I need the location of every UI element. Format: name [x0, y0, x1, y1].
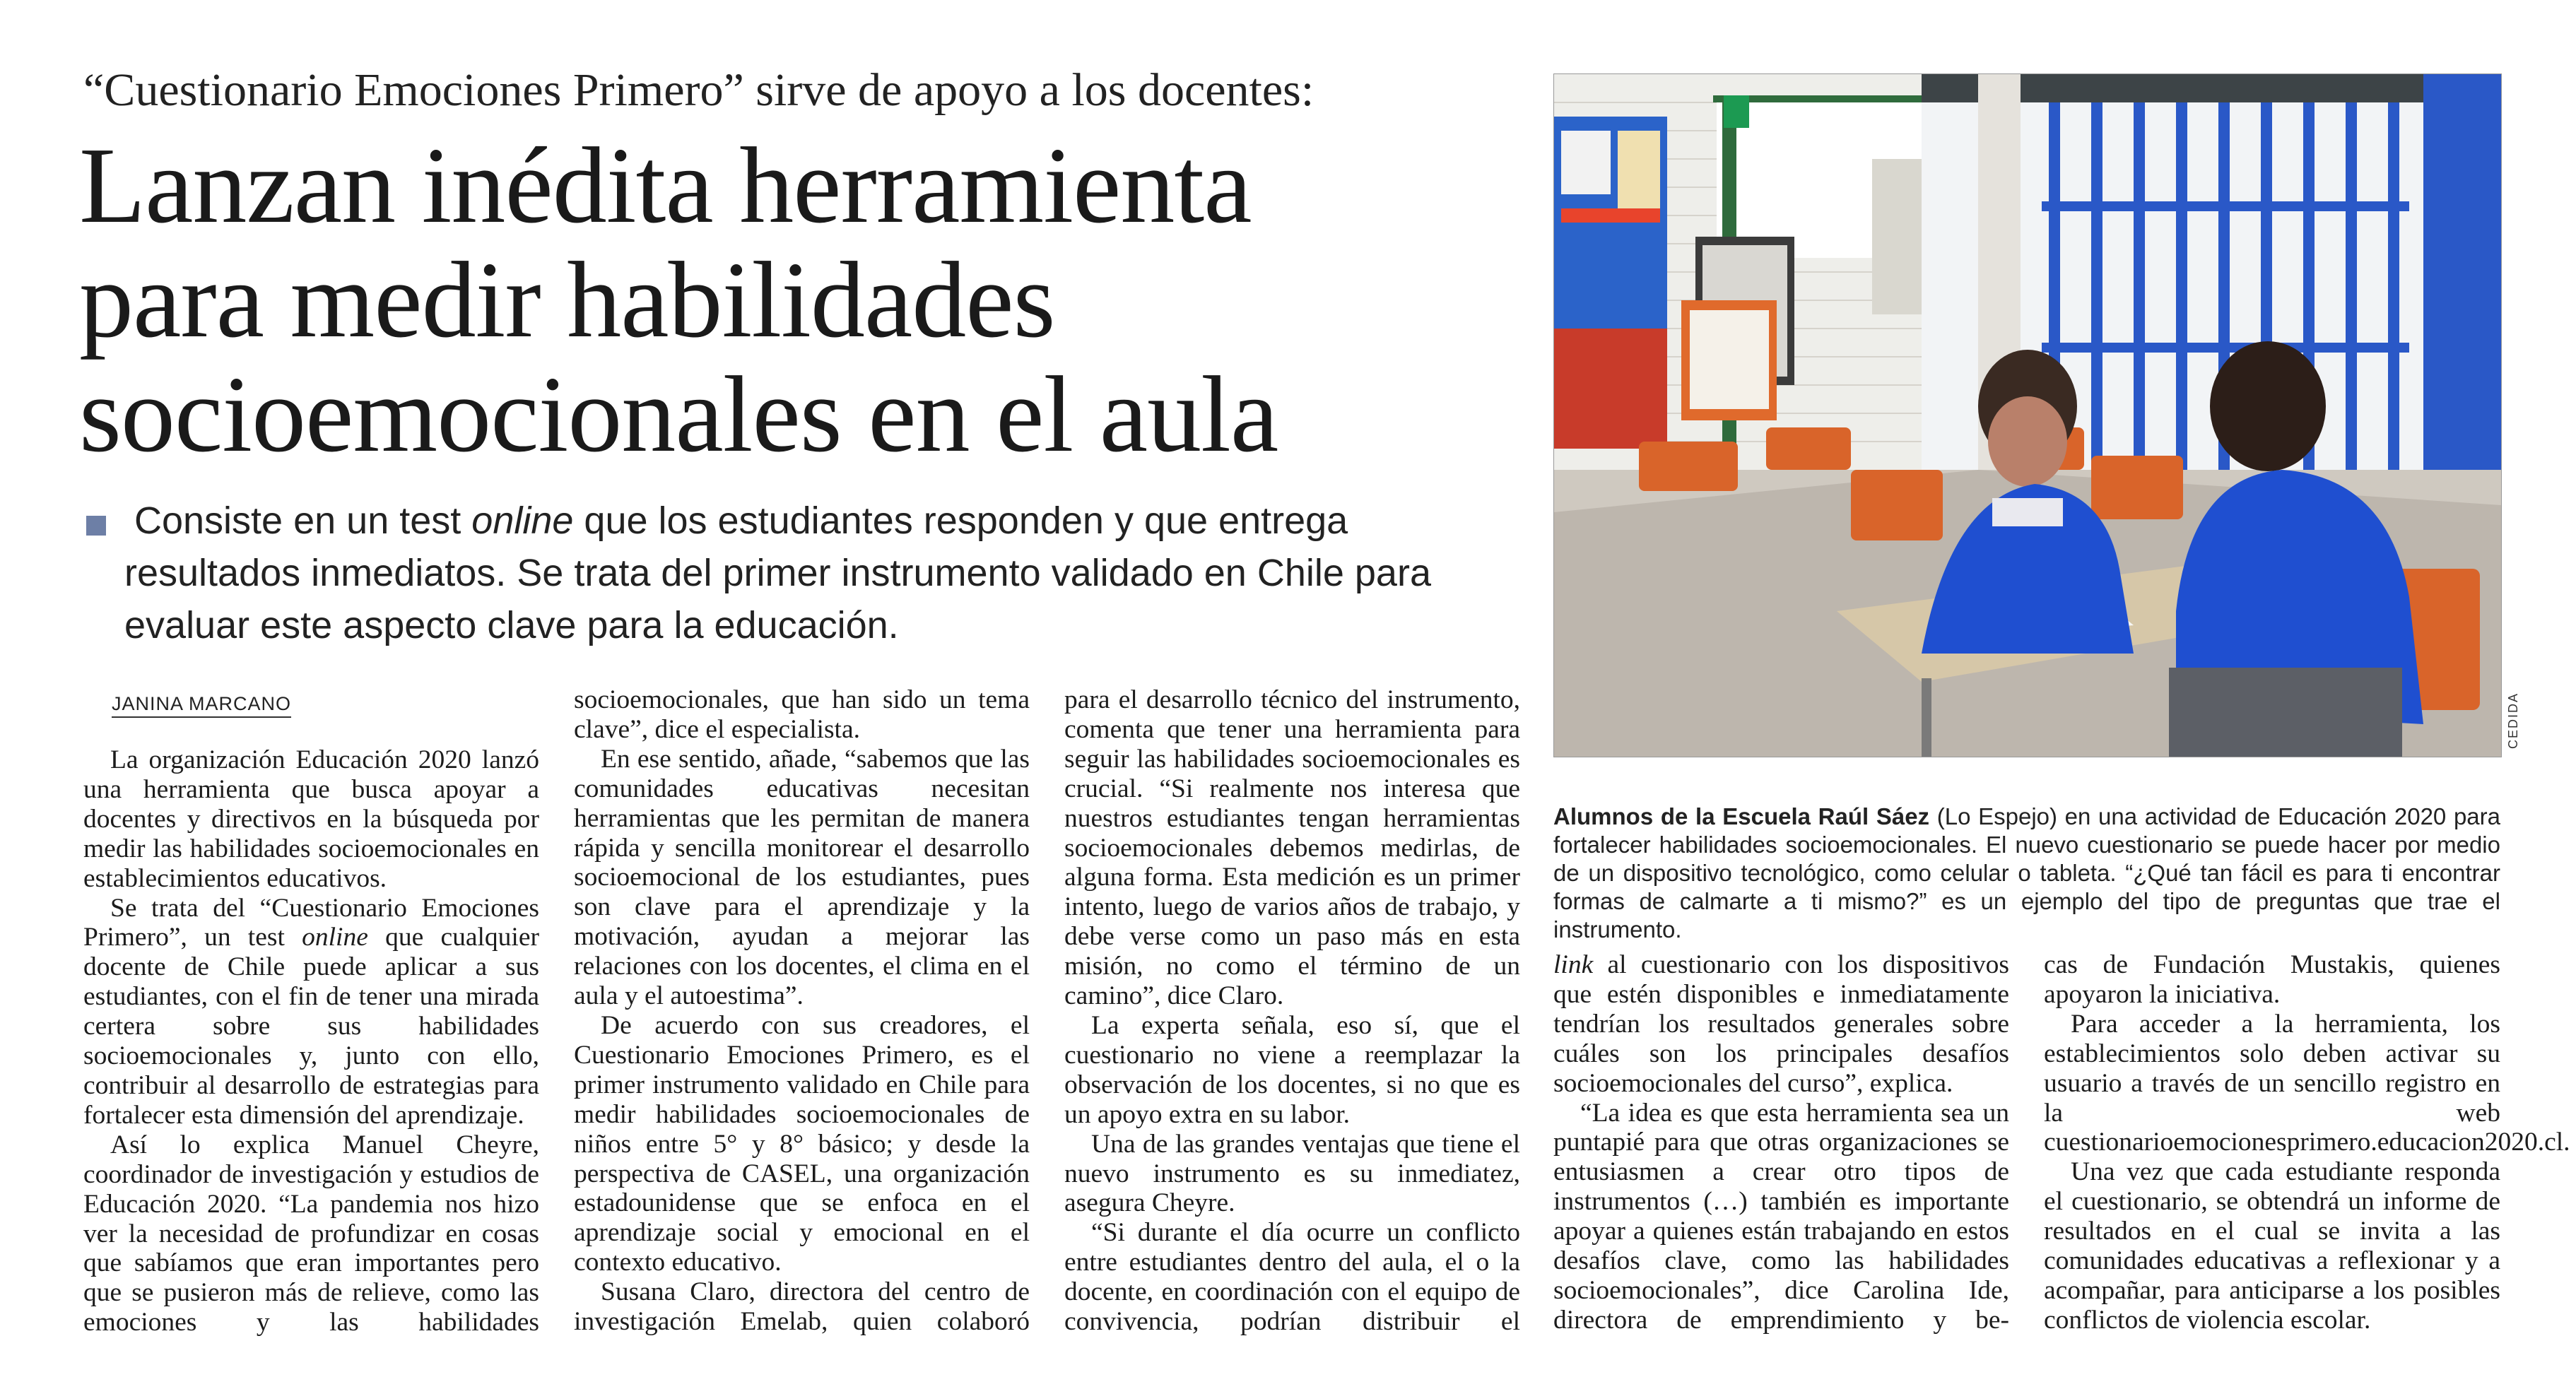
body-column-3: [1064, 685, 1520, 1337]
bullet-square-icon: [86, 516, 106, 536]
paragraph: Una de las grandes ventajas que tiene el nuevo instrumento es su inmediatez, asegura Cheyre.: [1064, 1129, 1520, 1218]
paragraph: La organización Educación 2020 lanzó una herramienta que busca apoyar a docentes y directivos en la búsqueda por medir las habilidades socioemocionales en establecimientos educativos.: [83, 745, 539, 893]
kicker: “Cuestionario Emociones Primero” sirve de apoyo a los docentes:: [83, 64, 1315, 116]
body-column-4: [1553, 950, 2009, 1335]
byline: JANINA MARCANO: [112, 692, 291, 718]
deck-line: resultados inmediatos. Se trata del primer instrumento validado en Chile para: [124, 552, 1431, 594]
photo-caption: [1553, 803, 2500, 944]
article-photo: [1553, 73, 2502, 757]
paragraph: “La idea es que esta herramienta sea un puntapié para que otras organizaciones se entusiasmen a crear otro tipos de instrumentos (…) también es importante apoyar a quienes están trabajando en estos desafíos clave, como las habilidades socioemocionales”, dice Carolina Ide, directora de emprendimiento y be-: [1553, 1098, 2009, 1335]
paragraph: Una vez que cada estudiante responda el cuestionario, se obtendrá un informe de resultados en el cual se invita a las comunidades educativas a reflexionar y a acompañar, para anticiparse a los posibles conflictos de violencia escolar.: [2044, 1157, 2500, 1335]
paragraph: link al cuestionario con los dispositivos que estén disponibles e inmediatamente tendrían los resultados generales sobre cuáles son los principales desafíos socioemocionales del curso”, explica.: [1553, 950, 2009, 1098]
paragraph: La experta señala, eso sí, que el cuestionario no viene a reemplazar la observación de los docentes, si no que es un apoyo extra en su labor.: [1064, 1010, 1520, 1129]
headline: [79, 126, 1549, 475]
headline-line: para medir habilidades: [79, 240, 1055, 360]
caption-bold: Alumnos de la Escuela Raúl Sáez: [1553, 803, 1930, 829]
caption-text: (Lo Espejo) en una actividad de Educación 2020 para fortalecer habilidades socioemocionales. El nuevo cuestionario se puede hacer por medio de un dispositivo tecnológico, como celular o tableta. “¿Qué tan fácil es para ti encontrar formas de calmarte a ti mismo?” es un ejemplo del tipo de preguntas que trae el instrumento.: [1553, 803, 2500, 942]
paragraph: En ese sentido, añade, “sabemos que las comunidades educativas necesitan herramientas que les permitan de manera rápida y sencilla monitorear el desarrollo socioemocional de los estudiantes, pues son clave para el aprendizaje y la motivación, ayudan a mejorar las relaciones con los docentes, el clima en el aula y el autoestima”.: [574, 744, 1030, 1011]
paragraph: De acuerdo con sus creadores, el Cuestionario Emociones Primero, es el primer instrumento validado en Chile para medir habilidades socioemocionales de niños entre 5° y 8° básico; y desde la perspectiva de CASEL, una organización estadounidense que se enfoca en el aprendizaje social y emocional en el contexto educativo.: [574, 1010, 1030, 1277]
headline-line: socioemocionales en el aula: [79, 355, 1278, 475]
deck: [83, 495, 1497, 651]
photo-illustration: [1554, 74, 2501, 757]
body-column-1: [83, 745, 539, 1337]
paragraph: Para acceder a la herramienta, los establecimientos solo deben activar su usuario a través de un sencillo registro en la web cuestionarioemocionesprimero.educacion2020.cl.: [2044, 1009, 2570, 1157]
deck-italic-word: online: [471, 500, 574, 542]
deck-line: evaluar este aspecto clave para la educación.: [124, 604, 899, 646]
paragraph: Se trata del “Cuestionario Emociones Primero”, un test online que cualquier docente de Chile puede aplicar a sus estudiantes, con el fin de tener una mirada certera sobre sus habilidades socioemocionales y, junto con ello, contribuir al desarrollo de estrategias para fortalecer esta dimensión del aprendizaje.: [83, 893, 539, 1130]
deck-line: Consiste en un test online que los estudiantes responden y que entrega: [134, 500, 1348, 542]
paragraph: Así lo explica Manuel Cheyre, coordinador de investigación y estudios de Educación 2020. “La pandemia nos hizo ver la necesidad de profundizar en cosas que sabíamos que eran importantes pero que se pusieron más de relieve, como las emociones y las habilidades: [83, 1130, 539, 1337]
photo-credit: CEDIDA: [2506, 692, 2520, 749]
body-column-2: [574, 685, 1030, 1337]
paragraph: Susana Claro, directora del centro de investigación Emelab, quien colaboró: [574, 1277, 1030, 1337]
paragraph: cas de Fundación Mustakis, quienes apoyaron la iniciativa.: [2044, 950, 2500, 1009]
headline-line: Lanzan inédita herramienta: [79, 126, 1252, 246]
body-column-5: [2044, 950, 2570, 1335]
paragraph: socioemocionales, que han sido un tema clave”, dice el especialista.: [574, 685, 1030, 744]
paragraph: para el desarrollo técnico del instrumento, comenta que tener una herramienta para seguir las habilidades socioemocionales es crucial. “Si realmente nos interesa que nuestros estudiantes tengan herramientas socioemocionales debemos medirlas, de alguna forma. Esta medición es un primer intento, luego de varios años de trabajo, y debe verse como un paso más en esta misión, no como el término de un camino”, dice Claro.: [1064, 685, 1520, 1011]
paragraph: “Si durante el día ocurre un conflicto entre estudiantes dentro del aula, el o la docente, en coordinación con el equipo de convivencia, podrían distribuir el: [1064, 1218, 1520, 1337]
